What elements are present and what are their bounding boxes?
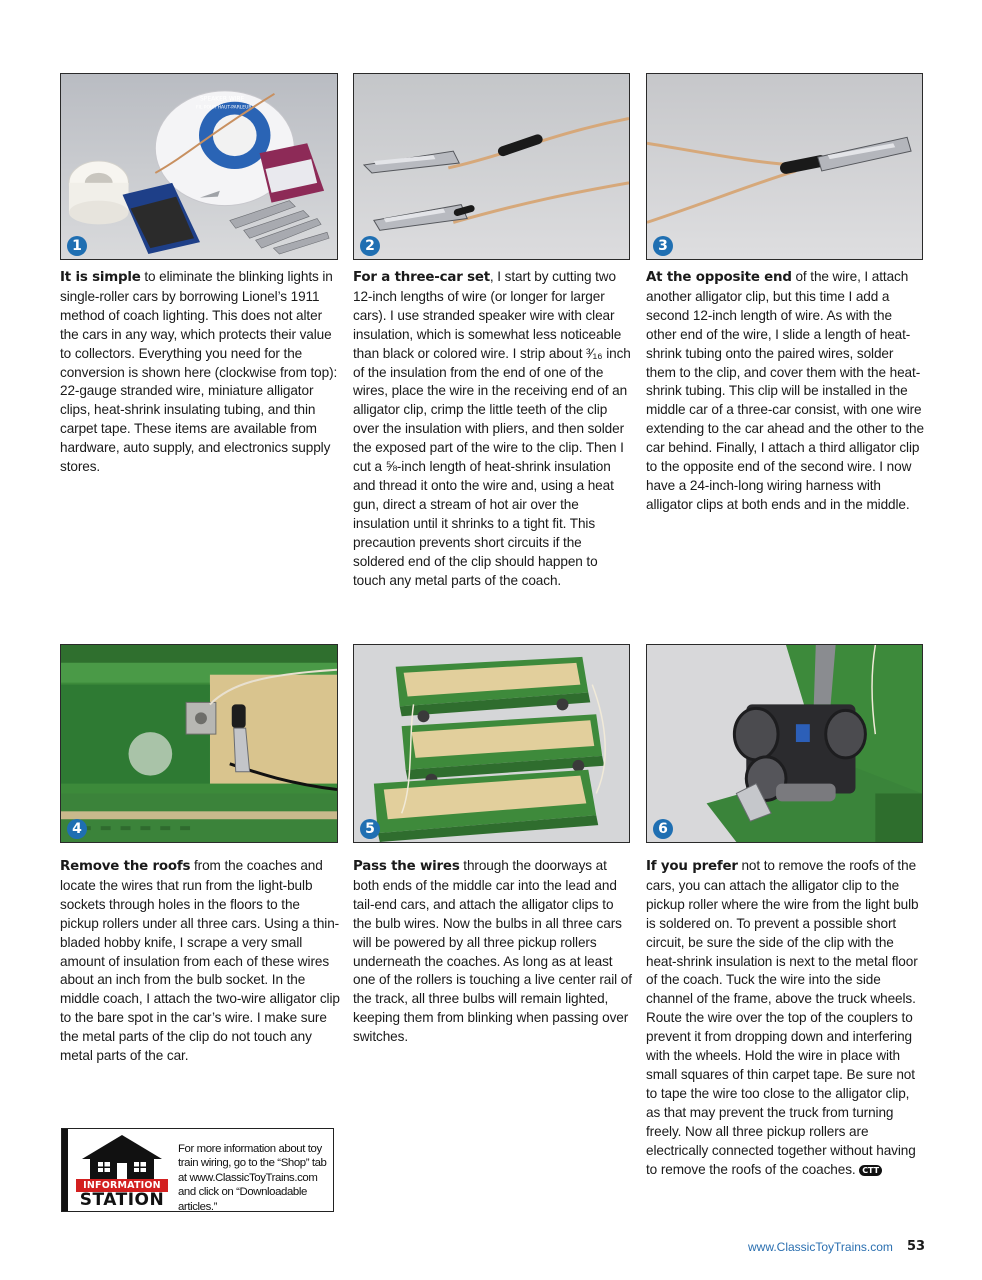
info-box-bar: [62, 1129, 68, 1211]
information-station-logo: [76, 1133, 168, 1209]
photo-4-clip-on-bulb-wire: [60, 644, 338, 843]
step-badge-2: 2: [360, 236, 380, 256]
three-coaches-image: [354, 645, 629, 842]
caption-2-lead: For a three-car set: [353, 270, 490, 285]
supplies-image: [61, 74, 337, 259]
caption-4: [60, 857, 340, 1066]
photo-1-supplies: [60, 73, 338, 260]
photo-3-paired-wire-clip: [646, 73, 923, 260]
ctt-end-mark: CTT: [859, 1165, 882, 1176]
caption-3: [646, 268, 926, 515]
step-badge-4: 4: [67, 819, 87, 839]
logo-word-information: INFORMATION: [76, 1179, 168, 1192]
caption-4-text: from the coaches and locate the wires that run from the light-bulb sockets through holes in the floors to the pickup rollers under all three cars. Using a thin-bladed hobby knife, I scrape a very small amount of insulation from each of these wires about an inch from the bulb socket. In the middle coach, I attach the two-wire alligator clip to the bare spot in the car’s wire. I make sure the metal parts of the clip do not touch any metal parts of the car.: [60, 858, 340, 1064]
step-badge-3: 3: [653, 236, 673, 256]
caption-6-text: not to remove the roofs of the cars, you can attach the alligator clip to the pickup roller where the wire from the light bulb is soldered on. To prevent a possible short circuit, be sure the side of the clip with the heat-shrink insulation is next to the metal floor of the coach. Tuck the wire into the side channel of the frame, above the truck wheels. Route the wire over the top of the couplers to prevent it from dropping down and interfering with the wheels. Hold the wire in place with small squares of thin carpet tape. Be sure not to tape the wire too close to the alligator clip, as that may prevent the truck from turning freely. Now all three pickup rollers are electrically connected together without having to remove the roofs of the coaches.: [646, 858, 919, 1177]
caption-6-lead: If you prefer: [646, 859, 738, 874]
step-badge-6: 6: [653, 819, 673, 839]
information-station-box: [61, 1128, 334, 1212]
caption-3-lead: At the opposite end: [646, 270, 792, 285]
caption-6: [646, 857, 926, 1179]
footer-website-link[interactable]: www.ClassicToyTrains.com: [748, 1240, 893, 1254]
paired-wire-clip-image: [647, 74, 922, 259]
house-icon: [76, 1133, 168, 1181]
clips-with-wire-image: [354, 74, 629, 259]
spool-label-en: SPEAKER WIRE: [199, 95, 245, 103]
caption-5-lead: Pass the wires: [353, 859, 460, 874]
info-station-text: For more information about toy train wiring, go to the “Shop” tab at www.ClassicToyTrains.com and click on “Downloadable articles.”: [178, 1143, 327, 1213]
caption-4-lead: Remove the roofs: [60, 859, 191, 874]
caption-2-text: , I start by cutting two 12-inch lengths of wire (or longer for larger cars). I use stranded speaker wire with clear insulation, which is somewhat less noticeable than black or colored wire. I strip about ³⁄₁₆ inch of the insulation from the end of one of the wires, place the wire in the receiving end of an alligator clip, crimp the little teeth of the clip over the insulation with pliers, and then solder the exposed part of the wire to the clip. Then I cut a ⅝-inch length of heat-shrink insulation and thread it onto the wire and, using a heat gun, direct a stream of hot air over the insulation until it shrinks to a tight fit. This precaution prevents short circuits if the soldered end of the clip should happen to touch any metal parts of the coach.: [353, 269, 631, 588]
logo-word-station: STATION: [79, 1190, 165, 1210]
caption-1-lead: It is simple: [60, 270, 141, 285]
step-badge-1: 1: [67, 236, 87, 256]
photo-6-clip-on-pickup-roller: [646, 644, 923, 843]
caption-1-text: to eliminate the blinking lights in single-roller cars by borrowing Lionel’s 1911 method of coach lighting. This does not alter the cars in any way, which protects their value to collectors. Everything you need for the conversion is shown here (clockwise from top): 22-gauge stranded wire, miniature alligator clips, heat-shrink insulating tubing, and thin carpet tape. These items are available from hardware, auto supply, and electronics supply stores.: [60, 269, 338, 475]
caption-5-text: through the doorways at both ends of the middle car into the lead and tail-end cars, and attach the alligator clips to the bulb wires. Now the bulbs in all three cars will be powered by all three pickup rollers underneath the coaches. As long as at least one of the rollers is touching a live center rail of the track, all three bulbs will remain lighted, keeping them from blinking when passing over switches.: [353, 858, 632, 1045]
caption-5: [353, 857, 633, 1047]
clip-on-pickup-roller-image: [647, 645, 922, 842]
caption-1: [60, 268, 340, 477]
spool-label-fr: FIL POUR HAUT-PARLEUR: [196, 105, 252, 111]
caption-3-text: of the wire, I attach another alligator clip, but this time I add a second 12-inch length of wire. As with the other end of the wire, I slide a length of heat-shrink tubing onto the paired wires, solder them to the clip, and cover them with the heat-shrink tubing. This clip will be installed in the middle car of a three-car consist, with one wire extending to the car ahead and the other to the car behind. Finally, I attach a third alligator clip to the opposite end of the second wire. I now have a 24-inch-long wiring harness with alligator clips at both ends and in the middle.: [646, 269, 924, 512]
photo-2-clips-with-wire: [353, 73, 630, 260]
page-number: 53: [907, 1239, 926, 1254]
caption-2: [353, 268, 633, 590]
clip-on-bulb-wire-image: [61, 645, 337, 842]
photo-5-three-coaches: [353, 644, 630, 843]
step-badge-5: 5: [360, 819, 380, 839]
